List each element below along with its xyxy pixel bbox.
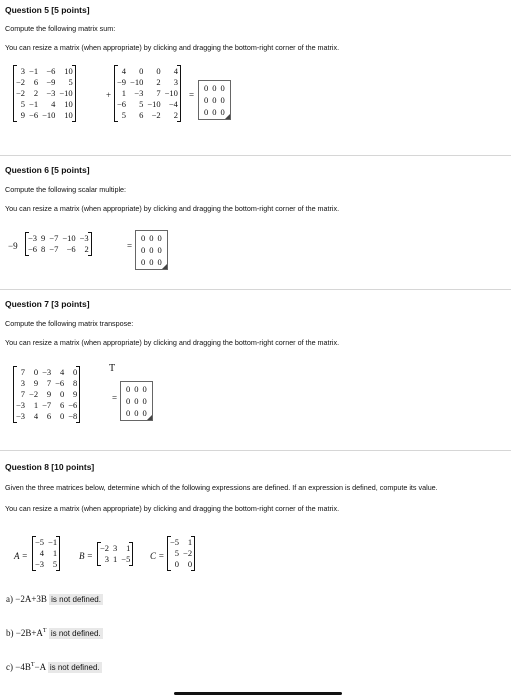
expression-b xyxy=(6,628,103,638)
question-title: Question 8 [10 points] xyxy=(5,462,95,472)
matrix-entry-cell: 0 xyxy=(156,66,161,76)
matrix-entry-cell: 10 xyxy=(64,99,73,109)
divider xyxy=(0,450,511,451)
expression-c-label: c) −4B xyxy=(6,662,31,672)
matrix-entry-cell: −1 xyxy=(48,537,58,547)
matrix-entry-cell: −2 xyxy=(183,548,193,558)
matrix-entry-cell: −5 xyxy=(121,554,131,564)
matrix-entry-cell: −4 xyxy=(168,99,178,109)
matrix-entry-cell: −9 xyxy=(46,77,56,87)
transpose-sup: T xyxy=(30,662,35,668)
matrix-entry-row xyxy=(26,244,91,255)
expression-c-answer[interactable]: is not defined. xyxy=(49,663,100,672)
matrix-entry-cell: 0 xyxy=(139,66,144,76)
plus-sign: + xyxy=(106,90,112,100)
expression-a-answer[interactable]: is not defined. xyxy=(51,595,101,604)
answer-entry-cell[interactable]: 0 xyxy=(142,384,147,394)
matrix-entry-cell: −3 xyxy=(16,411,26,421)
matrix-entry-row xyxy=(14,110,75,121)
answer-entry-cell[interactable]: 0 xyxy=(220,107,225,117)
answer-entry-cell[interactable]: 0 xyxy=(141,245,146,255)
question-title: Question 6 [5 points] xyxy=(5,165,90,175)
transpose-sup: T xyxy=(42,628,47,634)
answer-entry-row xyxy=(125,384,148,394)
answer-entry-cell[interactable]: 0 xyxy=(220,95,225,105)
matrix-entry-row xyxy=(33,548,59,559)
answer-entry-cell[interactable]: 0 xyxy=(220,83,225,93)
matrix-entry-row xyxy=(14,99,75,110)
matrix-entry-cell: 7 xyxy=(20,367,26,377)
matrix-entry-cell: 0 xyxy=(59,389,65,399)
matrix-entry-row xyxy=(14,400,79,411)
answer-entry-cell[interactable]: 0 xyxy=(212,95,217,105)
answer-entry-cell[interactable]: 0 xyxy=(212,83,217,93)
q8-matrix-b xyxy=(97,543,133,565)
answer-entry-cell[interactable]: 0 xyxy=(141,257,146,267)
question-8 xyxy=(5,462,505,513)
answer-entry-cell[interactable]: 0 xyxy=(126,396,131,406)
matrix-entry-cell: 4 xyxy=(51,99,56,109)
expression-b-answer[interactable]: is not defined. xyxy=(50,629,101,638)
matrix-entry-cell: −6 xyxy=(55,378,65,388)
matrix-a-label: A = xyxy=(14,551,28,561)
matrix-entry-row xyxy=(168,559,194,570)
expression-a-label: a) −2A+3B xyxy=(6,594,47,604)
matrix-entry-row xyxy=(14,66,75,77)
question-6 xyxy=(5,165,505,213)
matrix-entry-cell: −2 xyxy=(29,389,39,399)
resize-handle[interactable] xyxy=(162,264,167,269)
matrix-entry-cell: 5 xyxy=(20,99,26,109)
matrix-entry-cell: −5 xyxy=(35,537,45,547)
matrix-entry-cell: −6 xyxy=(29,110,39,120)
matrix-entry-cell: 3 xyxy=(104,554,110,564)
matrix-entry-cell: 10 xyxy=(64,66,73,76)
matrix-b-label: B = xyxy=(79,551,93,561)
matrix-entry-cell: 9 xyxy=(33,378,39,388)
matrix-entry-cell: −7 xyxy=(49,244,59,254)
answer-entry-cell[interactable]: 0 xyxy=(204,83,209,93)
matrix-entry-cell: 6 xyxy=(46,411,52,421)
matrix-entry-cell: −6 xyxy=(66,244,76,254)
matrix-entry-cell: −2 xyxy=(100,543,110,553)
answer-entry-cell[interactable]: 0 xyxy=(157,233,162,243)
matrix-entry-cell: 8 xyxy=(41,244,46,254)
q6-matrix xyxy=(25,233,92,255)
matrix-entry-row xyxy=(26,233,91,244)
answer-entry-row xyxy=(203,95,226,105)
matrix-entry-cell: −10 xyxy=(164,88,178,98)
answer-entry-cell[interactable]: 0 xyxy=(134,408,139,418)
home-indicator[interactable] xyxy=(174,692,342,695)
expression-c-rest: −A xyxy=(34,662,46,672)
matrix-entry-cell: −5 xyxy=(170,537,180,547)
divider xyxy=(0,289,511,290)
matrix-entry-cell: −6 xyxy=(28,244,38,254)
answer-entry-cell[interactable]: 0 xyxy=(149,257,154,267)
answer-entry-cell[interactable]: 0 xyxy=(149,233,154,243)
matrix-entry-cell: 5 xyxy=(68,77,73,87)
answer-entry-row xyxy=(140,245,163,255)
answer-entry-cell[interactable]: 0 xyxy=(134,396,139,406)
resize-hint: You can resize a matrix (when appropriate) by clicking and dragging the bottom-right corner of the matrix. xyxy=(5,204,340,213)
matrix-entry-cell: 0 xyxy=(174,559,180,569)
answer-entry-cell[interactable]: 0 xyxy=(157,257,162,267)
matrix-entry-row xyxy=(115,66,180,77)
matrix-c-label: C = xyxy=(150,551,165,561)
matrix-entry-cell: 2 xyxy=(173,110,178,120)
matrix-entry-row xyxy=(115,99,180,110)
matrix-entry-row xyxy=(14,77,75,88)
matrix-entry-cell: 1 xyxy=(52,548,58,558)
answer-entry-row xyxy=(203,83,226,93)
answer-entry-row xyxy=(125,396,148,406)
answer-entry-cell[interactable]: 0 xyxy=(142,396,147,406)
resize-hint: You can resize a matrix (when appropriate) by clicking and dragging the bottom-right corner of the matrix. xyxy=(5,338,340,347)
matrix-entry-cell: 7 xyxy=(156,88,161,98)
answer-entry-cell[interactable]: 0 xyxy=(141,233,146,243)
matrix-entry-cell: −10 xyxy=(59,88,73,98)
matrix-entry-row xyxy=(115,88,180,99)
transpose-sup: T xyxy=(109,363,116,374)
question-title: Question 7 [3 points] xyxy=(5,299,90,309)
resize-handle[interactable] xyxy=(147,415,152,420)
matrix-entry-row xyxy=(14,367,79,378)
matrix-entry-cell: 0 xyxy=(72,367,78,377)
matrix-entry-cell: 1 xyxy=(113,554,118,564)
q7-matrix xyxy=(13,367,80,422)
matrix-entry-row xyxy=(115,110,180,121)
matrix-entry-cell: 5 xyxy=(121,110,127,120)
q7-answer-matrix[interactable] xyxy=(120,381,153,421)
question-title: Question 5 [5 points] xyxy=(5,5,90,15)
matrix-entry-cell: −3 xyxy=(16,400,26,410)
answer-entry-cell[interactable]: 0 xyxy=(204,107,209,117)
matrix-entry-cell: 3 xyxy=(113,543,118,553)
answer-entry-row xyxy=(140,257,163,267)
matrix-entry-cell: −10 xyxy=(147,99,161,109)
matrix-entry-cell: 2 xyxy=(84,244,89,254)
q5-matrix-b xyxy=(114,66,181,121)
matrix-entry-cell: −9 xyxy=(117,77,127,87)
question-prompt: Compute the following matrix sum: xyxy=(5,24,116,33)
expression-b-label: b) −2B+A xyxy=(6,628,43,638)
answer-entry-row xyxy=(125,408,148,418)
answer-entry-row xyxy=(140,233,163,243)
matrix-entry-cell: −2 xyxy=(16,77,26,87)
matrix-entry-cell: −7 xyxy=(42,400,52,410)
matrix-entry-cell: −7 xyxy=(49,233,59,243)
equals-sign: = xyxy=(189,90,195,100)
resize-handle[interactable] xyxy=(225,114,230,119)
matrix-entry-cell: −3 xyxy=(46,88,56,98)
equals-sign: = xyxy=(112,393,118,403)
matrix-entry-row xyxy=(14,378,79,389)
question-7 xyxy=(5,299,505,347)
matrix-entry-row xyxy=(168,537,194,548)
question-5 xyxy=(5,5,505,52)
matrix-entry-row xyxy=(98,554,132,565)
matrix-entry-cell: 4 xyxy=(59,367,65,377)
matrix-entry-cell: 1 xyxy=(187,537,193,547)
divider xyxy=(0,155,511,156)
matrix-entry-cell: 5 xyxy=(174,548,180,558)
matrix-entry-cell: −3 xyxy=(28,233,38,243)
matrix-entry-cell: −6 xyxy=(46,66,56,76)
answer-entry-cell[interactable]: 0 xyxy=(212,107,217,117)
matrix-entry-cell: 1 xyxy=(126,543,131,553)
matrix-entry-cell: −10 xyxy=(62,233,76,243)
matrix-entry-cell: −3 xyxy=(35,559,45,569)
matrix-entry-cell: 9 xyxy=(20,110,26,120)
answer-entry-cell[interactable]: 0 xyxy=(157,245,162,255)
answer-entry-cell[interactable]: 0 xyxy=(134,384,139,394)
matrix-entry-cell: −1 xyxy=(29,99,39,109)
matrix-entry-cell: 4 xyxy=(33,411,39,421)
matrix-entry-cell: 0 xyxy=(33,367,39,377)
matrix-entry-cell: −3 xyxy=(134,88,144,98)
matrix-entry-cell: −2 xyxy=(151,110,161,120)
matrix-entry-cell: −6 xyxy=(68,400,78,410)
matrix-entry-row xyxy=(168,548,194,559)
matrix-entry-cell: 7 xyxy=(20,389,26,399)
resize-hint: You can resize a matrix (when appropriate) by clicking and dragging the bottom-right corner of the matrix. xyxy=(5,504,340,513)
matrix-entry-row xyxy=(33,559,59,570)
matrix-entry-cell: 7 xyxy=(46,378,52,388)
matrix-entry-cell: 2 xyxy=(33,88,39,98)
matrix-entry-cell: 0 xyxy=(187,559,193,569)
matrix-entry-cell: 2 xyxy=(156,77,161,87)
expression-a xyxy=(6,594,103,604)
scalar: −9 xyxy=(8,241,18,251)
answer-entry-row xyxy=(203,107,226,117)
q5-matrix-a xyxy=(13,66,76,121)
equals-sign: = xyxy=(127,241,133,251)
matrix-entry-row xyxy=(14,88,75,99)
matrix-entry-cell: 3 xyxy=(20,378,26,388)
q6-answer-matrix[interactable] xyxy=(135,230,168,270)
matrix-entry-row xyxy=(115,77,180,88)
matrix-entry-cell: 5 xyxy=(139,99,144,109)
matrix-entry-cell: −10 xyxy=(130,77,144,87)
matrix-entry-cell: −8 xyxy=(68,411,78,421)
matrix-entry-cell: 1 xyxy=(121,88,127,98)
answer-entry-cell[interactable]: 0 xyxy=(126,408,131,418)
matrix-entry-cell: −2 xyxy=(16,88,26,98)
matrix-entry-cell: 1 xyxy=(33,400,39,410)
matrix-entry-cell: 8 xyxy=(72,378,78,388)
matrix-entry-cell: −3 xyxy=(42,367,52,377)
matrix-entry-cell: 4 xyxy=(173,66,178,76)
resize-hint: You can resize a matrix (when appropriate) by clicking and dragging the bottom-right corner of the matrix. xyxy=(5,43,340,52)
answer-entry-cell[interactable]: 0 xyxy=(126,384,131,394)
q8-matrix-a xyxy=(32,537,60,570)
answer-entry-cell[interactable]: 0 xyxy=(142,408,147,418)
matrix-entry-row xyxy=(14,389,79,400)
matrix-entry-cell: 4 xyxy=(39,548,45,558)
matrix-entry-cell: 3 xyxy=(20,66,26,76)
q5-answer-matrix[interactable] xyxy=(198,80,231,120)
q8-matrix-c xyxy=(167,537,195,570)
matrix-entry-cell: 6 xyxy=(33,77,39,87)
question-prompt: Given the three matrices below, determine which of the following expressions are defined. If an expression is defined, compute its value. xyxy=(5,483,438,492)
answer-entry-cell[interactable]: 0 xyxy=(149,245,154,255)
matrix-entry-cell: −3 xyxy=(79,233,89,243)
matrix-entry-cell: 9 xyxy=(72,389,78,399)
matrix-entry-cell: 5 xyxy=(52,559,58,569)
matrix-entry-cell: 0 xyxy=(59,411,65,421)
matrix-entry-cell: 6 xyxy=(139,110,144,120)
matrix-entry-cell: 3 xyxy=(173,77,178,87)
matrix-entry-cell: 9 xyxy=(46,389,52,399)
matrix-entry-row xyxy=(98,543,132,554)
matrix-entry-row xyxy=(33,537,59,548)
matrix-entry-cell: −6 xyxy=(117,99,127,109)
matrix-entry-cell: −10 xyxy=(42,110,56,120)
matrix-entry-cell: −1 xyxy=(29,66,39,76)
matrix-entry-cell: 4 xyxy=(121,66,127,76)
answer-entry-cell[interactable]: 0 xyxy=(204,95,209,105)
question-prompt: Compute the following matrix transpose: xyxy=(5,319,134,328)
expression-c xyxy=(6,662,102,672)
matrix-entry-row xyxy=(14,411,79,422)
matrix-entry-cell: 6 xyxy=(59,400,65,410)
matrix-entry-cell: 9 xyxy=(41,233,46,243)
question-prompt: Compute the following scalar multiple: xyxy=(5,185,127,194)
matrix-entry-cell: 10 xyxy=(64,110,73,120)
